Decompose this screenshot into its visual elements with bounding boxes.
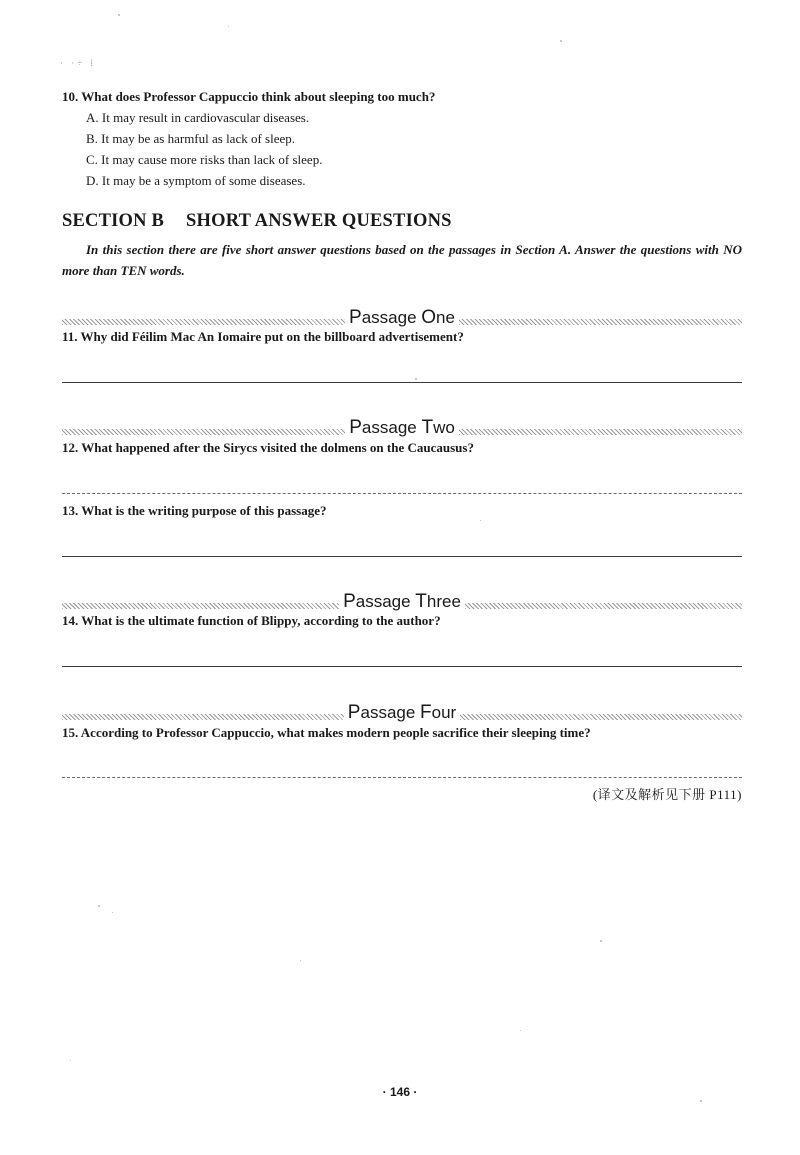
passage-one-title: Passage One xyxy=(349,307,455,328)
passage-one-banner xyxy=(62,302,742,328)
scan-speck xyxy=(700,1100,702,1102)
question-15: 15. According to Professor Cappuccio, what makes modern people sacrifice their sleeping time? xyxy=(62,725,591,740)
corner-marks: · ·÷ ⁞ xyxy=(60,58,96,68)
answer-line-15[interactable] xyxy=(62,777,742,778)
question-10-option-c: C. It may cause more risks than lack of sleep. xyxy=(86,152,323,167)
answer-line-12[interactable] xyxy=(62,493,742,494)
answer-line-13[interactable] xyxy=(62,556,742,557)
question-14: 14. What is the ultimate function of Blippy, according to the author? xyxy=(62,613,441,628)
page-number: · 146 · xyxy=(382,1085,418,1099)
section-b-instructions: In this section there are five short answer questions based on the passages in Section A. Answer the questions with NO more than TEN words. xyxy=(62,242,742,278)
scan-speck xyxy=(98,905,100,907)
banner-stripe-left xyxy=(62,319,345,325)
scan-speck xyxy=(415,378,417,380)
scan-speck xyxy=(300,960,301,961)
scan-speck xyxy=(480,520,481,521)
banner-stripe-left xyxy=(62,603,339,609)
section-b-heading xyxy=(62,211,452,232)
section-b-title: SHORT ANSWER QUESTIONS xyxy=(186,211,452,231)
question-13: 13. What is the writing purpose of this passage? xyxy=(62,503,327,518)
question-10-stem: 10. What does Professor Cappuccio think about sleeping too much? xyxy=(62,89,436,104)
passage-two-title: Passage Two xyxy=(349,417,455,438)
question-10-option-b: B. It may be as harmful as lack of sleep. xyxy=(86,131,296,146)
passage-three-banner xyxy=(62,586,742,612)
passage-two-banner xyxy=(62,412,742,438)
question-10-option-a: A. It may result in cardiovascular diseases. xyxy=(86,110,310,125)
section-b-label: SECTION B xyxy=(62,211,165,231)
question-11: 11. Why did Féilim Mac An Iomaire put on the billboard advertisement? xyxy=(62,329,464,344)
scan-speck xyxy=(520,1030,521,1031)
question-10-option-d: D. It may be a symptom of some diseases. xyxy=(86,173,306,188)
answer-line-14[interactable] xyxy=(62,666,742,667)
scan-speck xyxy=(560,40,562,42)
scan-speck xyxy=(70,1060,71,1061)
scan-speck xyxy=(118,14,120,16)
answer-line-11[interactable] xyxy=(62,382,742,383)
passage-four-banner xyxy=(62,697,742,723)
banner-stripe-right xyxy=(459,429,742,435)
passage-four-title: Passage Four xyxy=(347,702,457,723)
question-12: 12. What happened after the Sirycs visited the dolmens on the Caucausus? xyxy=(62,440,474,455)
banner-stripe-right xyxy=(460,714,742,720)
banner-stripe-right xyxy=(459,319,742,325)
reference-note: (译文及解析见下册 P111) xyxy=(592,787,742,802)
banner-stripe-left xyxy=(62,714,344,720)
scan-speck xyxy=(112,912,113,913)
banner-stripe-left xyxy=(62,429,345,435)
scan-speck xyxy=(600,940,602,942)
scan-speck xyxy=(228,26,229,27)
passage-three-title: Passage Three xyxy=(343,591,461,612)
banner-stripe-right xyxy=(465,603,742,609)
